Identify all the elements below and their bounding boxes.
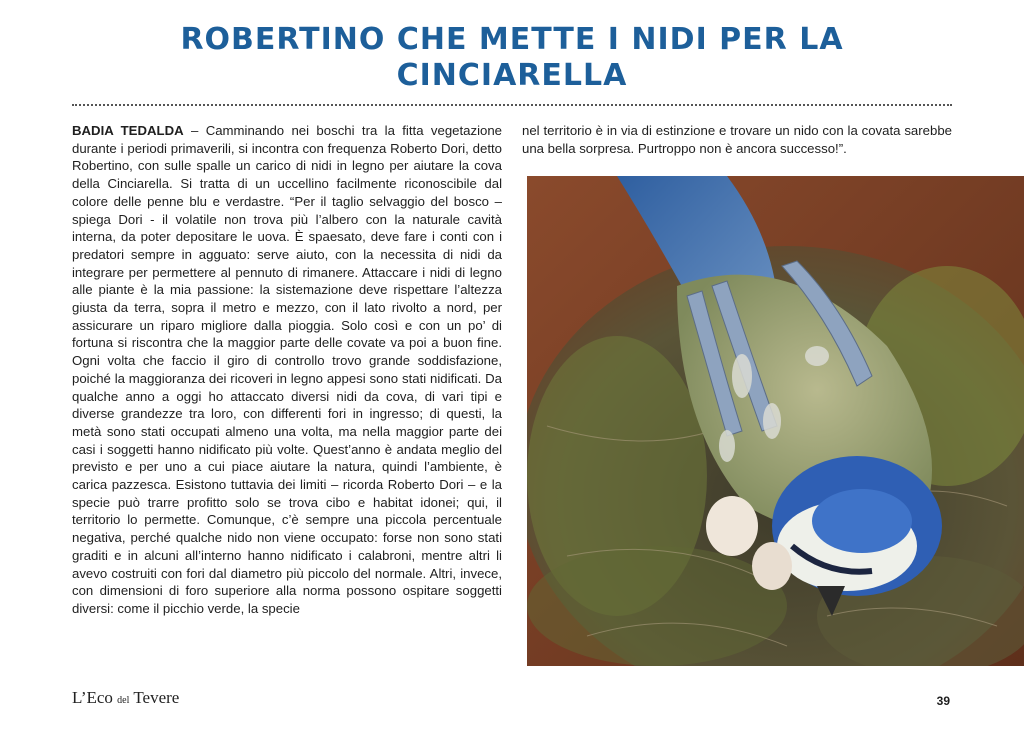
- magazine-logo: [72, 688, 179, 708]
- article-body-left-text: – Camminando nei boschi tra la fitta vegetazione durante i periodi primaverili, si incontra con frequenza Roberto Dori, detto Robertino, con sulle spalle un carico di nidi in legno per aiutare la cova della Cinciarella. Si tratta di un uccellino facilmente riconoscibile dal colore delle penne blu e verdastre. “Per il taglio selvaggio del bosco – spiega Dori - il volatile non trova più l’albero con la naturale cavità interna, da poter depositare le uova. È spaesato, deve fare i conti con i predatori sempre in agguato: serve aiuto, con la necessita di nidi da integrare per permettere al pennuto di rimanere. Attaccare i nidi di legno alle piante è la mia passione: la sistemazione deve rispettare l’altezza giusta da terra, sopra il metro e mezzo, con il lato rivolto a nord, per assicurare un riparo migliore dalla pioggia. Solo così e con un po’ di fortuna si riscontra che la maggior parte delle covate va poi a buon fine. Ogni volta che faccio il giro di controllo trovo grande soddisfazione, poiché la maggioranza dei ricoveri in legno appesi sono stati nidificati. Da qualche anno a oggi ho attaccato diversi nidi da cova, di vari tipi e diverse grandezze tra loro, con differenti fori in ingresso; di questi, la metà sono stati occupati almeno una volta, ma nella maggior parte dei casi i soggetti hanno nidificato più volte. Quest’anno è andata meglio del previsto e per uno a cui piace aiutare la natura, quindi l’ambiente, è carica pazzesca. Esistono tuttavia dei limiti – ricorda Roberto Dori – e la specie può trarre profitto solo se trova cibo e habitat idonei; qui, il territorio lo permette. Comunque, c’è sempre una piccola percentuale negativa, perché qualche nido non viene occupato: forse non sono stati graditi e in alcuni all’interno hanno nidificato i calabroni, mentre altri li avevo costruiti con fori dal diametro più piccolo del normale. Altri, invece, con dimensioni di foro superiore alla norma possono ospitare soggetti diversi: come il picchio verde, la specie: [72, 123, 503, 616]
- dotted-divider: [72, 104, 952, 106]
- logo-l: L’Eco: [72, 688, 113, 707]
- article-title-line2: CINCIARELLA: [396, 58, 628, 93]
- article-body-left: [72, 122, 502, 618]
- article-title: [60, 22, 964, 94]
- article-body-right: nel territorio è in via di estinzione e trovare un nido con la covata sarebbe una bella sorpresa. Purtroppo non è ancora successo!”.: [522, 123, 952, 156]
- article-lead: BADIA TEDALDA: [72, 123, 184, 138]
- blue-tit-photo: [527, 176, 1024, 666]
- logo-del: del: [117, 695, 130, 706]
- logo-tevere: Tevere: [133, 688, 180, 707]
- article-title-line1: ROBERTINO CHE METTE I NIDI PER LA: [180, 22, 844, 57]
- page-number: 39: [936, 694, 950, 708]
